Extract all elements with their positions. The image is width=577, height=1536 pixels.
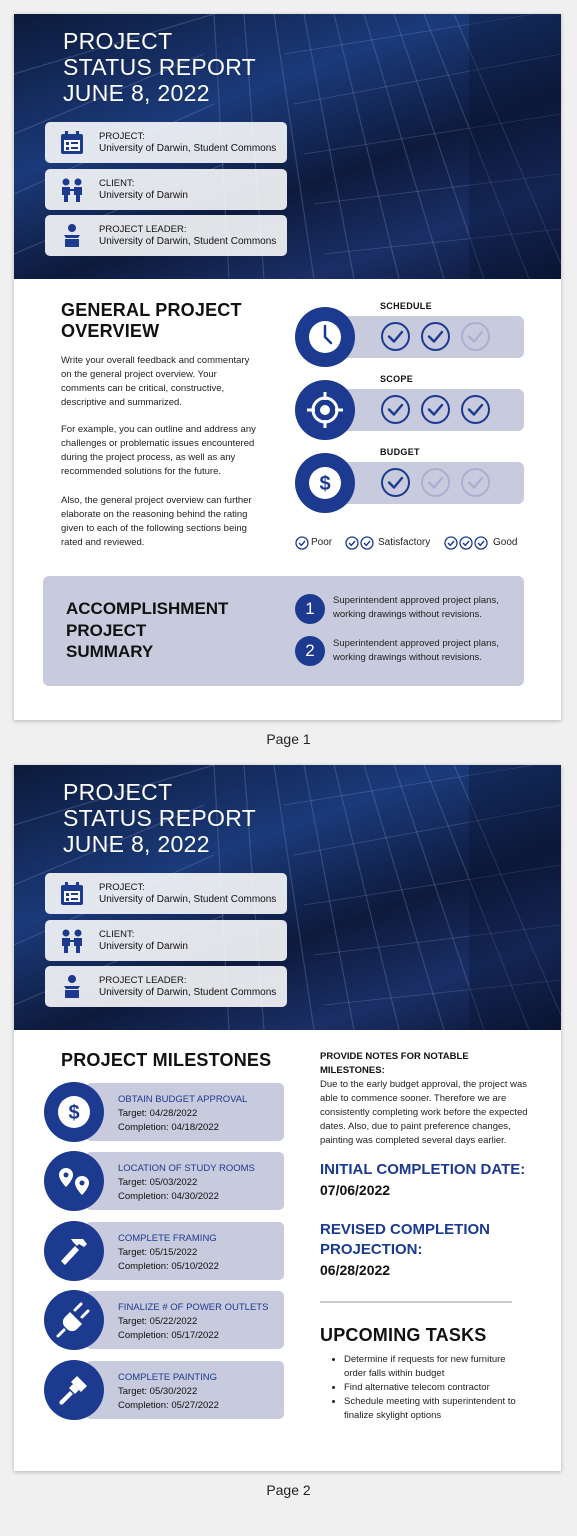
check-filled-icon [380, 394, 411, 425]
dollar-icon [44, 1082, 104, 1142]
client-value: University of Darwin [99, 941, 188, 952]
report-title: PROJECT STATUS REPORT JUNE 8, 2022 [63, 779, 257, 857]
scope-label: SCOPE [380, 374, 414, 384]
overview-title: GENERAL PROJECT OVERVIEW [61, 300, 242, 341]
check-empty-icon [460, 467, 491, 498]
milestone-target: Target: 05/30/2022 [118, 1386, 198, 1397]
check-empty-icon [460, 321, 491, 352]
task-item: • Schedule meeting with superintendent to finalize skylight options [344, 1395, 527, 1423]
budget-circle [295, 453, 355, 513]
client-card [45, 920, 287, 961]
target-icon [295, 380, 355, 440]
overview-paragraph-2: For example, you can outline and address any challenges or problematic issues encountered during the project process, as well as any recommended solutions for the future. [61, 424, 256, 477]
check-empty-icon [420, 467, 451, 498]
milestone-title: LOCATION OF STUDY ROOMS [118, 1163, 255, 1174]
milestone-card [86, 1152, 284, 1210]
milestone-completion: Completion: 04/30/2022 [118, 1191, 219, 1202]
scope-circle [295, 380, 355, 440]
summary-number-1: 1 [295, 594, 325, 624]
legend-poor: Poor [311, 537, 333, 548]
revised-completion-label: REVISED COMPLETION PROJECTION: [320, 1221, 491, 1258]
dollar-icon [295, 453, 355, 513]
milestone-card [86, 1083, 284, 1141]
upcoming-tasks-list [332, 1353, 527, 1423]
legend-poor-check-icon [295, 536, 309, 550]
project-leader-card [45, 966, 287, 1007]
accomplishment-summary [43, 576, 524, 686]
schedule-label: SCHEDULE [380, 301, 432, 311]
milestone-target: Target: 05/22/2022 [118, 1316, 198, 1327]
project-leader-value: University of Darwin, Student Commons [99, 236, 277, 247]
client-label: CLIENT: [99, 929, 135, 940]
milestone-icon-circle [44, 1221, 104, 1281]
milestone-card [86, 1361, 284, 1419]
milestone-icon-circle [44, 1151, 104, 1211]
calendar-icon [59, 881, 85, 907]
project-card [45, 873, 287, 914]
notes-body: Due to the early budget approval, the project was able to commence sooner. Therefore we are consistently completing work before the expected dates. Also, due to paint preference changes, painting was completed several days earlier. [320, 1079, 528, 1146]
speaker-icon [59, 223, 85, 249]
speaker-icon [59, 974, 85, 1000]
svg-text:$: $ [68, 1102, 80, 1124]
hero-banner [14, 765, 561, 1030]
schedule-circle [295, 307, 355, 367]
legend-good: Good [493, 537, 518, 548]
overview-paragraph-3: Also, the general project overview can further elaborate on the reasoning behind the rating given to each of the following sections being rated and reviewed. [61, 495, 252, 548]
legend-good-check-icon [444, 536, 490, 550]
milestone-card [86, 1222, 284, 1280]
milestone-title: COMPLETE PAINTING [118, 1372, 218, 1383]
client-label: CLIENT: [99, 178, 135, 189]
hammer-icon [44, 1221, 104, 1281]
section-divider [320, 1301, 512, 1303]
project-label: PROJECT: [99, 131, 145, 142]
project-leader-card [45, 215, 287, 256]
people-icon [59, 177, 85, 203]
budget-label: BUDGET [380, 447, 420, 457]
project-value: University of Darwin, Student Commons [99, 894, 277, 905]
summary-number-2: 2 [295, 636, 325, 666]
check-filled-icon [420, 321, 451, 352]
milestones-title: PROJECT MILESTONES [61, 1050, 272, 1070]
milestone-target: Target: 05/15/2022 [118, 1247, 198, 1258]
milestone-target: Target: 04/28/2022 [118, 1108, 198, 1119]
milestone-title: FINALIZE # OF POWER OUTLETS [118, 1302, 269, 1313]
project-leader-label: PROJECT LEADER: [99, 975, 187, 986]
check-filled-icon [380, 321, 411, 352]
hero-banner [14, 14, 561, 279]
milestone-target: Target: 05/03/2022 [118, 1177, 198, 1188]
milestone-title: COMPLETE FRAMING [118, 1233, 217, 1244]
milestone-completion: Completion: 05/10/2022 [118, 1261, 219, 1272]
plug-icon [44, 1290, 104, 1350]
milestone-completion: Completion: 04/18/2022 [118, 1122, 219, 1133]
client-card [45, 169, 287, 210]
client-value: University of Darwin [99, 190, 188, 201]
task-item: • Determine if requests for new furniture order falls within budget [344, 1353, 527, 1381]
milestone-completion: Completion: 05/17/2022 [118, 1330, 219, 1341]
summary-title: ACCOMPLISHMENT PROJECT SUMMARY [66, 599, 229, 661]
milestone-card [86, 1291, 284, 1349]
project-label: PROJECT: [99, 882, 145, 893]
svg-text:$: $ [319, 473, 331, 495]
milestone-notes [320, 1050, 530, 1148]
people-icon [59, 928, 85, 954]
calendar-icon [59, 130, 85, 156]
milestone-icon-circle [44, 1360, 104, 1420]
report-page-1 [14, 14, 561, 720]
initial-completion-label: INITIAL COMPLETION DATE: [320, 1161, 526, 1178]
project-leader-value: University of Darwin, Student Commons [99, 987, 277, 998]
summary-item-2: Superintendent approved project plans, working drawings without revisions. [333, 638, 499, 663]
initial-completion-date: 07/06/2022 [320, 1182, 391, 1198]
task-item: • Find alternative telecom contractor [344, 1381, 527, 1395]
milestone-completion: Completion: 05/27/2022 [118, 1400, 219, 1411]
page-2-caption: Page 2 [266, 1482, 311, 1498]
overview-paragraph-1: Write your overall feedback and commentary on the general project overview. Your comments can be critical, constructive, descriptive and summarized. [61, 355, 250, 408]
milestone-title: OBTAIN BUDGET APPROVAL [118, 1094, 248, 1105]
check-filled-icon [460, 394, 491, 425]
revised-completion-date: 06/28/2022 [320, 1262, 391, 1278]
milestone-icon-circle [44, 1082, 104, 1142]
report-page-2 [14, 765, 561, 1471]
summary-item-1: Superintendent approved project plans, working drawings without revisions. [333, 595, 499, 620]
legend-satisfactory-check-icon [345, 536, 375, 550]
paint-brush-icon [44, 1360, 104, 1420]
project-value: University of Darwin, Student Commons [99, 143, 277, 154]
report-title: PROJECT STATUS REPORT JUNE 8, 2022 [63, 28, 257, 106]
map-pin-icon [44, 1151, 104, 1211]
notes-heading: PROVIDE NOTES FOR NOTABLE MILESTONES: [320, 1051, 469, 1076]
check-filled-icon [420, 394, 451, 425]
upcoming-tasks-title: UPCOMING TASKS [320, 1325, 487, 1345]
page-1-caption: Page 1 [266, 731, 311, 747]
project-leader-label: PROJECT LEADER: [99, 224, 187, 235]
clock-icon [295, 307, 355, 367]
milestone-icon-circle [44, 1290, 104, 1350]
check-filled-icon [380, 467, 411, 498]
project-card [45, 122, 287, 163]
legend-satisfactory: Satisfactory [378, 537, 431, 548]
